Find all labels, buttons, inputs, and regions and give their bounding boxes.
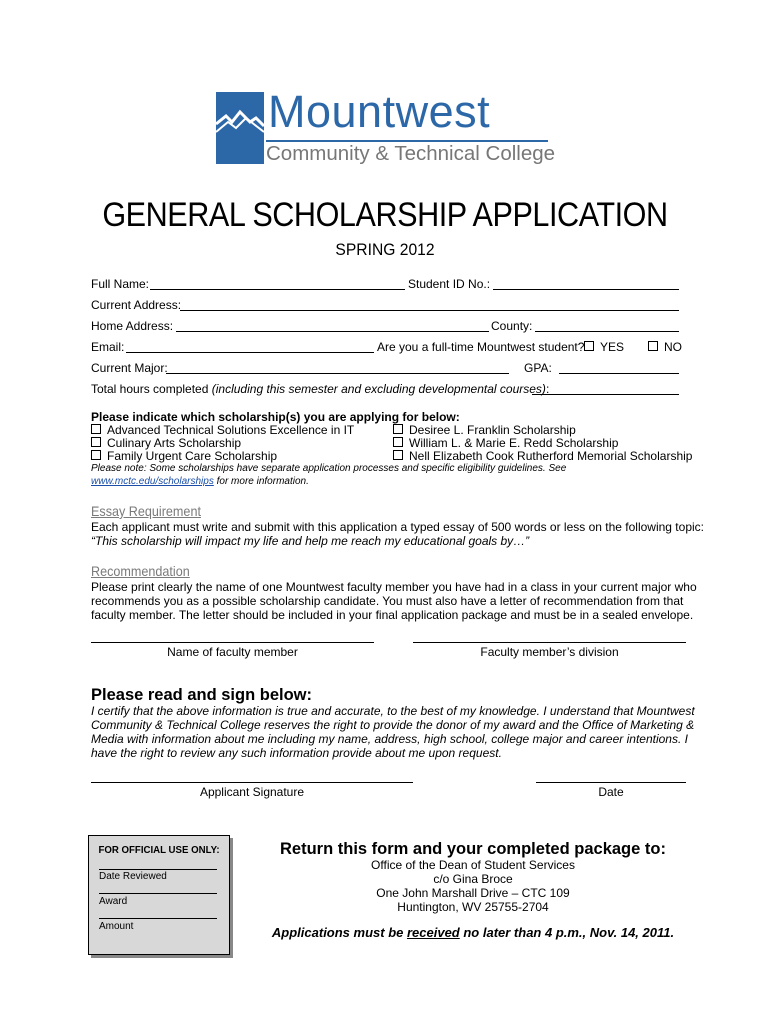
return-heading: Return this form and your completed package to: (280, 840, 666, 858)
student-id-label: Student ID No.: (408, 277, 491, 291)
checkbox[interactable] (91, 437, 101, 447)
student-id-field[interactable] (493, 289, 679, 290)
current-major-field[interactable] (166, 373, 509, 374)
gpa-label: GPA: (524, 361, 552, 375)
faculty-name-field[interactable] (91, 642, 374, 643)
yes-checkbox[interactable] (584, 341, 594, 351)
certify-text-2: Community & Technical College reserves the right to provide the donor of my award and the Office of Marketing & (91, 718, 695, 732)
scholarship-option[interactable]: Family Urgent Care Scholarship (91, 449, 277, 463)
return-address-line: c/o Gina Broce (433, 872, 513, 886)
return-address-line: Huntington, WV 25755-2704 (397, 900, 549, 914)
signature-label: Applicant Signature (199, 785, 305, 799)
current-major-label: Current Major: (91, 361, 168, 375)
deadline-notice: Applications must be received no later than 4 p.m., Nov. 14, 2011. (271, 925, 675, 940)
full-name-field[interactable] (150, 289, 405, 290)
award-field[interactable] (99, 893, 217, 894)
current-address-field[interactable] (180, 310, 679, 311)
amount-field[interactable] (99, 918, 217, 919)
checkbox[interactable] (91, 424, 101, 434)
checkbox[interactable] (91, 450, 101, 460)
date-reviewed-label: Date Reviewed (99, 871, 167, 882)
official-use-title: FOR OFFICIAL USE ONLY: (98, 844, 220, 856)
county-label: County: (491, 319, 533, 333)
date-field[interactable] (536, 782, 686, 783)
recommendation-text-2: recommends you as a possible scholarship candidate. You must also have a letter of recommendation from that (91, 594, 684, 608)
essay-text: Each applicant must write and submit with this application a typed essay of 500 words or less on the following topic: (91, 520, 704, 534)
recommendation-text-3: faculty member. The letter should be included in your final application package and must be in a sealed envelope. (91, 608, 694, 622)
fulltime-no-option[interactable]: NO (648, 340, 682, 354)
full-name-label: Full Name: (91, 277, 150, 291)
return-address-line: Office of the Dean of Student Services (371, 858, 575, 872)
faculty-name-label: Name of faculty member (167, 645, 298, 659)
total-hours-field[interactable] (532, 394, 679, 395)
gpa-field[interactable] (559, 373, 679, 374)
faculty-division-field[interactable] (413, 642, 686, 643)
award-label: Award (99, 896, 128, 907)
fulltime-yes-option[interactable]: YES (584, 340, 624, 354)
scholarship-note-link-line: www.mctc.edu/scholarships for more information. (91, 476, 309, 487)
amount-label: Amount (99, 921, 134, 932)
scholarship-option[interactable]: Culinary Arts Scholarship (91, 436, 241, 450)
scholarship-note: Please note: Some scholarships have separate application processes and specific eligibility guidelines. See (91, 463, 567, 474)
official-use-box (88, 835, 230, 955)
sign-heading: Please read and sign below: (91, 686, 312, 704)
mountain-logo-icon (216, 92, 264, 164)
certify-text-1: I certify that the above information is true and accurate, to the best of my knowledge. I understand that Mountwest (91, 704, 695, 718)
college-name: Mountwest (268, 86, 491, 137)
term-label: SPRING 2012 (335, 240, 435, 259)
signature-field[interactable] (91, 782, 413, 783)
date-label: Date (598, 785, 624, 799)
certify-text-3: Media with information about me including my name, address, high school, college major and career intentions. I (91, 732, 688, 746)
scholarship-heading: Please indicate which scholarship(s) you are applying for below: (91, 410, 460, 424)
page-title: GENERAL SCHOLARSHIP APPLICATION (102, 196, 668, 234)
recommendation-text-1: Please print clearly the name of one Mountwest faculty member you have had in a class in your current major who (91, 580, 697, 594)
scholarships-link[interactable]: www.mctc.edu/scholarships (91, 476, 214, 487)
scholarship-option[interactable]: Nell Elizabeth Cook Rutherford Memorial Scholarship (393, 449, 692, 463)
no-checkbox[interactable] (648, 341, 658, 351)
essay-topic: “This scholarship will impact my life and help me reach my educational goals by…” (91, 534, 530, 548)
checkbox[interactable] (393, 437, 403, 447)
total-hours-label: Total hours completed (including this semester and excluding developmental courses): (91, 382, 550, 396)
county-field[interactable] (535, 331, 679, 332)
email-field[interactable] (126, 352, 374, 353)
scholarship-option[interactable]: Advanced Technical Solutions Excellence in IT (91, 423, 354, 437)
checkbox[interactable] (393, 450, 403, 460)
checkbox[interactable] (393, 424, 403, 434)
scholarship-option[interactable]: William L. & Marie E. Redd Scholarship (393, 436, 618, 450)
recommendation-heading: Recommendation (91, 563, 190, 579)
date-reviewed-field[interactable] (99, 869, 217, 870)
return-address-line: One John Marshall Drive – CTC 109 (376, 886, 570, 900)
essay-heading: Essay Requirement (91, 503, 201, 519)
fulltime-question: Are you a full-time Mountwest student? (377, 340, 585, 354)
faculty-division-label: Faculty member’s division (480, 645, 619, 659)
certify-text-4: have the right to review any such information provide about me upon request. (91, 746, 502, 760)
email-label: Email: (91, 340, 125, 354)
scholarship-option[interactable]: Desiree L. Franklin Scholarship (393, 423, 576, 437)
home-address-field[interactable] (176, 331, 489, 332)
home-address-label: Home Address: (91, 319, 174, 333)
current-address-label: Current Address: (91, 298, 182, 312)
college-subtitle: Community & Technical College (266, 142, 556, 165)
